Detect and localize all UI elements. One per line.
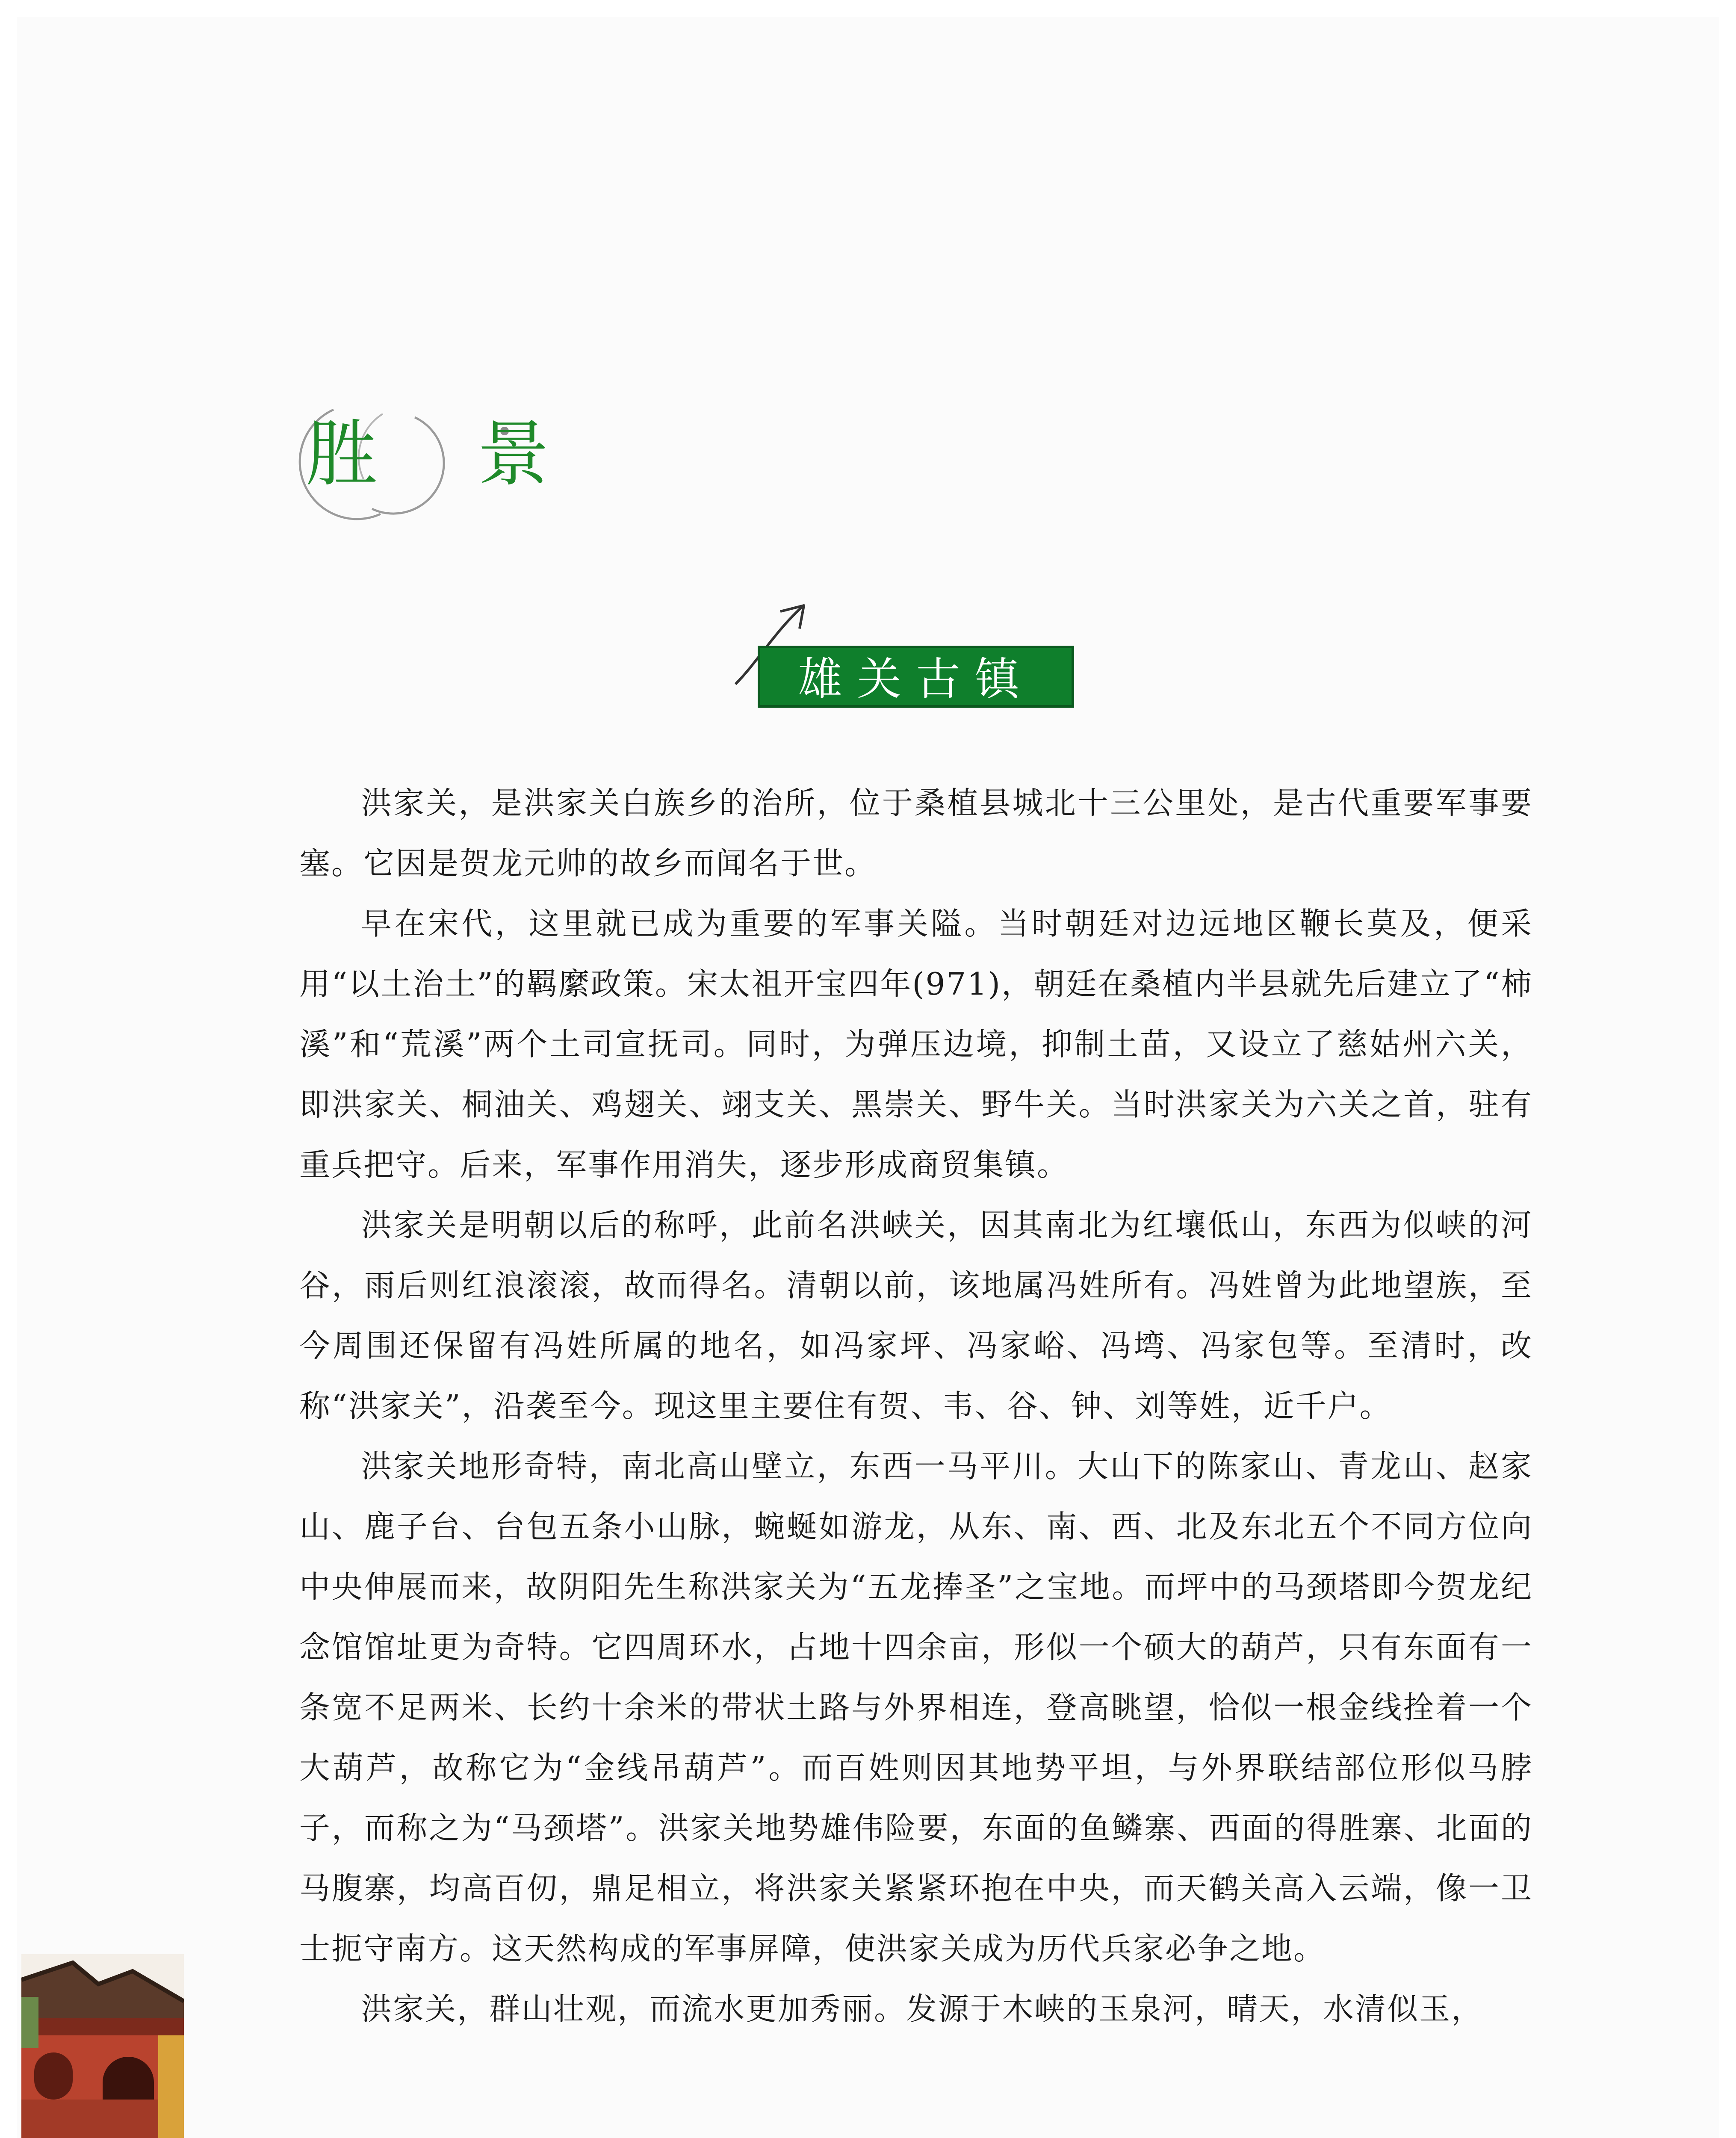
paragraph: 早在宋代，这里就已成为重要的军事关隘。当时朝廷对边远地区鞭长莫及，便采用“以土治土”的羁縻政策。宋太祖开宝四年(971)，朝廷在桑植内半县就先后建立了“柿溪”和“荒溪”两个土司宣抚司。同时，为弹压边境，抑制土苗，又设立了慈姑州六关，即洪家关、桐油关、鸡翅关、翊支关、黑崇关、野牛关。当时洪家关为六关之首，驻有重兵把守。后来，军事作用消失，逐步形成商贸集镇。: [299, 906, 1533, 1183]
paragraph: 洪家关是明朝以后的称呼，此前名洪峡关，因其南北为红壤低山，东西为似峡的河谷，雨后则红浪滚滚，故而得名。清朝以前，该地属冯姓所有。冯姓曾为此地望族，至今周围还保留有冯姓所属的地名，如冯家坪、冯家峪、冯塆、冯家包等。至清时，改称“洪家关”，沿袭至今。现这里主要住有贺、韦、谷、钟、刘等姓，近千户。: [299, 1207, 1533, 1424]
paragraph: 洪家关地形奇特，南北高山壁立，东西一马平川。大山下的陈家山、青龙山、赵家山、鹿子台、台包五条小山脉，蜿蜒如游龙，从东、南、西、北及东北五个不同方位向中央伸展而来，故阴阳先生称洪家关为“五龙捧圣”之宝地。而坪中的马颈塔即今贺龙纪念馆馆址更为奇特。它四周环水，占地十四余亩，形似一个硕大的葫芦，只有东面有一条宽不足两米、长约十余米的带状土路与外界相连，登高眺望，恰似一根金线拴着一个大葫芦，故称它为“金线吊葫芦”。而百姓则因其地势平坦，与外界联结部位形似马脖子，而称之为“马颈塔”。洪家关地势雄伟险要，东面的鱼鳞寨、西面的得胜寨、北面的马腹寨，均高百仞，鼎足相立，将洪家关紧紧环抱在中央，而天鹤关高入云端，像一卫士扼守南方。这天然构成的军事屏障，使洪家关成为历代兵家必争之地。: [299, 1448, 1533, 1967]
article-body: [299, 773, 1533, 2039]
temple-thumbnail-image: [21, 1954, 184, 2138]
section-header: [274, 402, 588, 530]
subtitle-banner: [727, 599, 1078, 718]
subtitle-box: [758, 646, 1074, 708]
paragraph: 洪家关，群山壮观，而流水更加秀丽。发源于木峡的玉泉河，晴天，水清似玉，: [361, 1991, 1484, 2027]
section-title: 胜 景: [306, 412, 588, 496]
subtitle-text: 雄关古镇: [797, 653, 1034, 705]
paragraph: 洪家关，是洪家关白族乡的治所，位于桑植县城北十三公里处，是古代重要军事要塞。它因是贺龙元帅的故乡而闻名于世。: [299, 785, 1533, 881]
